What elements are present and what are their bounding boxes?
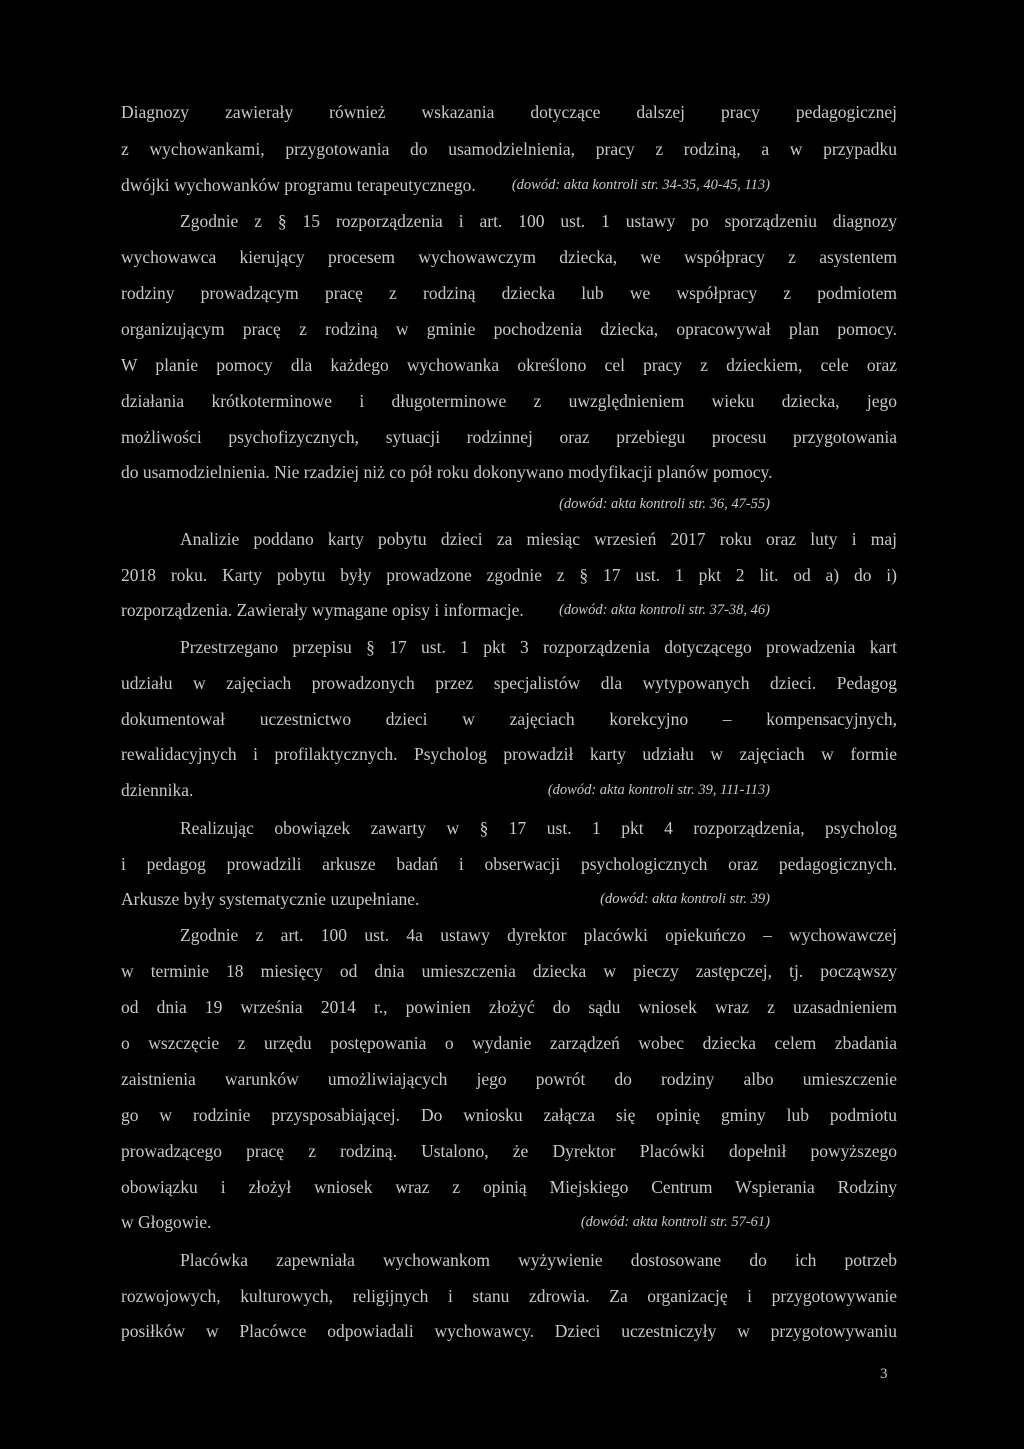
text-line: Diagnozy zawierały również wskazania dotyczące dalszej pracy pedagogicznej [121,102,897,122]
text-line [121,1211,897,1233]
text-line: możliwości psychofizycznych, sytuacji rodzinnej oraz przebiegu procesu przygotowania [121,427,897,447]
text-line: do usamodzielnienia. Nie rzadziej niż co pół roku dokonywano modyfikacji planów pomocy. [121,462,773,482]
text-line: Zgodnie z § 15 rozporządzenia i art. 100 ust. 1 ustawy po sporządzeniu diagnozy [180,211,897,231]
evidence-reference: (dowód: akta kontroli str. 39, 111-113) [547,782,770,798]
text-line: wychowawca kierujący procesem wychowawczym dziecka, we współpracy z asystentem [121,247,897,267]
text-line [121,779,897,801]
text-line [121,599,897,621]
text-line: Analizie poddano karty pobytu dzieci za miesiąc wrzesień 2017 roku oraz luty i maj [180,529,897,549]
text-line: i pedagog prowadzili arkusze badań i obserwacji psychologicznych oraz pedagogicznych. [121,854,897,874]
text-line: rozwojowych, kulturowych, religijnych i stanu zdrowia. Za organizację i przygotowywanie [121,1286,897,1306]
text-line: udziału w zajęciach prowadzonych przez specjalistów dla wytypowanych dzieci. Pedagog [121,673,897,693]
page-number: 3 [880,1366,888,1382]
text-line: organizującym pracę z rodziną w gminie pochodzenia dziecka, opracowywał plan pomocy. [121,319,897,339]
text-line: Placówka zapewniała wychowankom wyżywienie dostosowane do ich potrzeb [180,1250,897,1270]
text-segment: Arkusze były systematycznie uzupełniane. [121,889,420,909]
text-line: od dnia 19 września 2014 r., powinien złożyć do sądu wniosek wraz z uzasadnieniem [121,997,897,1017]
text-line: działania krótkoterminowe i długoterminowe z uwzględnieniem wieku dziecka, jego [121,391,897,411]
text-line: posiłków w Placówce odpowiadali wychowawcy. Dzieci uczestniczyły w przygotowywaniu [121,1321,897,1341]
text-line: 2018 roku. Karty pobytu były prowadzone zgodnie z § 17 ust. 1 pkt 2 lit. od a) do i) [121,565,897,585]
text-line: o wszczęcie z urzędu postępowania o wydanie zarządzeń wobec dziecka celem zbadania [121,1033,897,1053]
text-line [121,888,897,910]
text-line: w terminie 18 miesięcy od dnia umieszczenia dziecka w pieczy zastępczej, tj. począwszy [121,961,897,981]
text-line: z wychowankami, przygotowania do usamodzielnienia, pracy z rodziną, a w przypadku [121,139,897,159]
text-segment: rozporządzenia. Zawierały wymagane opisy i informacje. [121,600,524,620]
text-line: prowadzącego pracę z rodziną. Ustalono, że Dyrektor Placówki dopełnił powyższego [121,1141,897,1161]
text-line: Zgodnie z art. 100 ust. 4a ustawy dyrektor placówki opiekuńczo – wychowawczej [180,925,897,945]
text-segment: w Głogowie. [121,1212,212,1232]
text-line: go w rodzinie przysposabiającej. Do wniosku załącza się opinię gminy lub podmiotu [121,1105,897,1125]
evidence-reference: (dowód: akta kontroli str. 39) [600,891,770,907]
evidence-reference: (dowód: akta kontroli str. 34-35, 40-45, 113) [511,177,770,193]
text-line: W planie pomocy dla każdego wychowanka określono cel pracy z dzieckiem, cele oraz [121,355,897,375]
text-line: Przestrzegano przepisu § 17 ust. 1 pkt 3 rozporządzenia dotyczącego prowadzenia kart [180,637,897,657]
text-line: zaistnienia warunków umożliwiających jego powrót do rodziny albo umieszczenie [121,1069,897,1089]
text-segment: dziennika. [121,780,194,800]
text-line: rewalidacyjnych i profilaktycznych. Psycholog prowadził karty udziału w zajęciach w formie [121,744,897,764]
text-line [121,174,897,196]
evidence-reference: (dowód: akta kontroli str. 36, 47-55) [559,496,770,512]
text-line: rodziny prowadzącym pracę z rodziną dziecka lub we współpracy z podmiotem [121,283,897,303]
text-line: Realizując obowiązek zawarty w § 17 ust. 1 pkt 4 rozporządzenia, psycholog [180,818,897,838]
text-line: dokumentował uczestnictwo dzieci w zajęciach korekcyjno – kompensacyjnych, [121,709,897,729]
evidence-reference: (dowód: akta kontroli str. 37-38, 46) [559,602,770,618]
text-line: obowiązku i złożył wniosek wraz z opinią Miejskiego Centrum Wspierania Rodziny [121,1177,897,1197]
text-segment: dwójki wychowanków programu terapeutycznego. [121,175,476,195]
evidence-reference: (dowód: akta kontroli str. 57-61) [580,1214,770,1230]
